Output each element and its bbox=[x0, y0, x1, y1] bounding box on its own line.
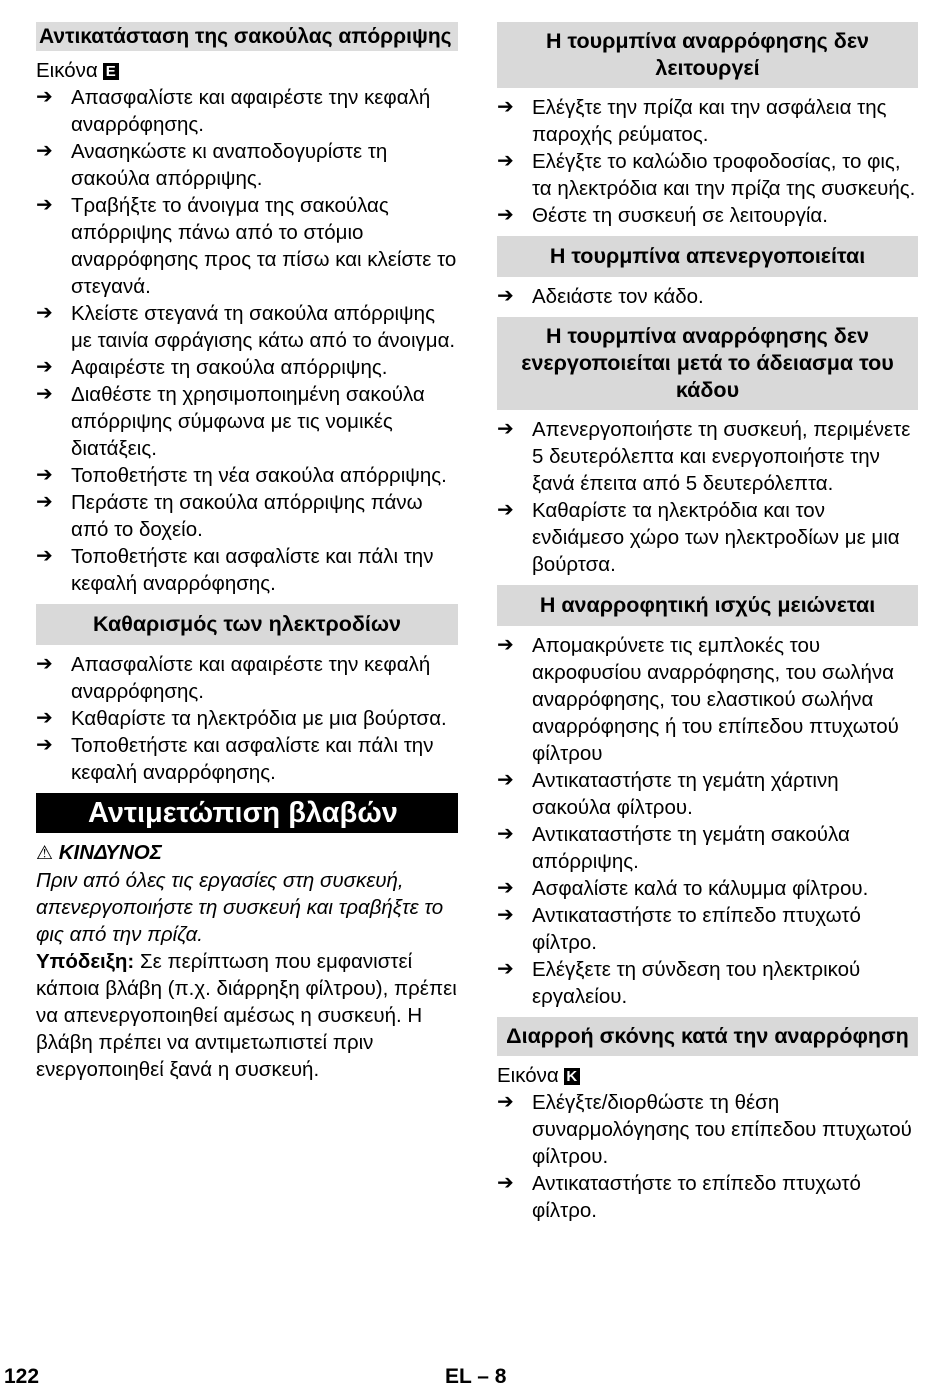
steps-turbine-not-on-after-empty bbox=[497, 416, 918, 578]
arrow-icon: ➔ bbox=[36, 545, 53, 567]
list-item: ➔ Ελέγξτε την πρίζα και την ασφάλεια της παροχής ρεύματος. bbox=[497, 96, 887, 146]
list-item: ➔ Κλείστε στεγανά τη σακούλα απόρριψης με ταινία σφράγισης κάτω από το άνοιγμα. bbox=[36, 302, 456, 352]
list-item: ➔ Ελέγξτε/διορθώστε τη θέση συναρμολόγησης του επίπεδου πτυχωτού φίλτρου. bbox=[497, 1091, 912, 1168]
language-page-label: EL – 8 bbox=[445, 1365, 507, 1388]
arrow-icon: ➔ bbox=[497, 285, 514, 307]
list-item: ➔ Αντικαταστήστε το επίπεδο πτυχωτό φίλτρο. bbox=[497, 904, 861, 954]
steps-turbine-not-working bbox=[497, 94, 918, 229]
list-item: ➔ Ελέγξτε το καλώδιο τροφοδοσίας, το φις, τα ηλεκτρόδια και την πρίζα της συσκευής. bbox=[497, 150, 916, 200]
arrow-icon: ➔ bbox=[36, 302, 53, 324]
arrow-icon: ➔ bbox=[36, 653, 53, 675]
arrow-icon: ➔ bbox=[497, 823, 514, 845]
list-item: ➔ Περάστε τη σακούλα απόρριψης πάνω από το δοχείο. bbox=[36, 491, 423, 541]
arrow-icon: ➔ bbox=[497, 96, 514, 118]
danger-heading bbox=[36, 839, 458, 867]
list-item: ➔ Αντικαταστήστε το επίπεδο πτυχωτό φίλτρο. bbox=[497, 1172, 861, 1222]
chapter-title: Αντιμετώπιση βλαβών bbox=[36, 793, 458, 833]
arrow-icon: ➔ bbox=[497, 769, 514, 791]
list-item: ➔ Ανασηκώστε κι αναποδογυρίστε τη σακούλα απόρριψης. bbox=[36, 140, 388, 190]
section-title-electrode-cleaning: Καθαρισμός των ηλεκτροδίων bbox=[36, 604, 458, 645]
arrow-icon: ➔ bbox=[36, 194, 53, 216]
arrow-icon: ➔ bbox=[497, 634, 514, 656]
arrow-icon: ➔ bbox=[497, 958, 514, 980]
steps-dust-leak bbox=[497, 1089, 918, 1224]
arrow-icon: ➔ bbox=[497, 150, 514, 172]
list-item: ➔ Τοποθετήστε και ασφαλίστε και πάλι την κεφαλή αναρρόφησης. bbox=[36, 734, 434, 784]
list-item: ➔ Διαθέστε τη χρησιμοποιημένη σακούλα απόρριψης σύμφωνα με τις νομικές διατάξεις. bbox=[36, 383, 425, 460]
arrow-icon: ➔ bbox=[497, 499, 514, 521]
arrow-icon: ➔ bbox=[497, 204, 514, 226]
note-paragraph bbox=[36, 948, 458, 1083]
page-number: 122 bbox=[4, 1365, 40, 1388]
arrow-icon: ➔ bbox=[36, 734, 53, 756]
danger-text: Πριν από όλες τις εργασίες στη συσκευή, απενεργοποιήστε τη συσκευή και τραβήξτε το φις από την πρίζα. bbox=[36, 869, 444, 946]
left-column bbox=[36, 22, 458, 1083]
arrow-icon: ➔ bbox=[36, 464, 53, 486]
figure-label: Εικόνα bbox=[36, 59, 98, 82]
list-item: ➔ Ελέγξετε τη σύνδεση του ηλεκτρικού εργαλείου. bbox=[497, 958, 861, 1008]
section-title-dust-leak: Διαρροή σκόνης κατά την αναρρόφηση bbox=[497, 1017, 918, 1056]
note-label: Υπόδειξη: bbox=[36, 950, 135, 973]
arrow-icon: ➔ bbox=[497, 877, 514, 899]
figure-reference bbox=[36, 57, 458, 84]
list-item: ➔ Τοποθετήστε και ασφαλίστε και πάλι την κεφαλή αναρρόφησης. bbox=[36, 545, 434, 595]
list-item: ➔ Αδειάστε τον κάδο. bbox=[497, 285, 704, 308]
arrow-icon: ➔ bbox=[36, 383, 53, 405]
list-item: ➔ Καθαρίστε τα ηλεκτρόδια και τον ενδιάμεσο χώρο των ηλεκτροδίων με μια βούρτσα. bbox=[497, 499, 900, 576]
arrow-icon: ➔ bbox=[36, 707, 53, 729]
list-item: ➔ Τοποθετήστε τη νέα σακούλα απόρριψης. bbox=[36, 464, 447, 487]
danger-label: ΚΙΝΔΥΝΟΣ bbox=[58, 841, 162, 864]
list-item: ➔ Απομακρύνετε τις εμπλοκές του ακροφυσίου αναρρόφησης, του σωλήνα αναρρόφησης, του ελαστικού σωλήνα αναρρόφησης ή του επίπεδου πτυχωτού φίλτρου bbox=[497, 634, 899, 765]
list-item: ➔ Καθαρίστε τα ηλεκτρόδια με μια βούρτσα. bbox=[36, 707, 447, 730]
arrow-icon: ➔ bbox=[497, 1091, 514, 1113]
arrow-icon: ➔ bbox=[36, 356, 53, 378]
arrow-icon: ➔ bbox=[36, 491, 53, 513]
figure-reference bbox=[497, 1062, 918, 1089]
steps-turbine-switches-off bbox=[497, 283, 918, 310]
section-title-suction-power-decreases: Η αναρροφητική ισχύς μειώνεται bbox=[497, 585, 918, 626]
list-item: ➔ Αντικαταστήστε τη γεμάτη χάρτινη σακούλα φίλτρου. bbox=[497, 769, 839, 819]
list-item: ➔ Τραβήξτε το άνοιγμα της σακούλας απόρριψης πάνω από το στόμιο αναρρόφησης προς τα πίσω και κλείστε το στεγανά. bbox=[36, 194, 457, 298]
steps-bag-replacement bbox=[36, 84, 458, 597]
arrow-icon: ➔ bbox=[36, 140, 53, 162]
steps-suction-power-decreases bbox=[497, 632, 918, 1010]
list-item: ➔ Απενεργοποιήστε τη συσκευή, περιμένετε 5 δευτερόλεπτα και ενεργοποιήστε την ξανά έπειτα από 5 δευτερόλεπτα. bbox=[497, 418, 911, 495]
note-text: Σε περίπτωση που εμφανιστεί κάποια βλάβη (π.χ. διάρρηξη φίλτρου), πρέπει να απενεργοποιηθεί αμέσως η συσκευή. Η βλάβη πρέπει να αντιμετωπιστεί πριν ενεργοποιηθεί ξανά η συσκευή. bbox=[36, 950, 457, 1081]
list-item: ➔ Απασφαλίστε και αφαιρέστε την κεφαλή αναρρόφησης. bbox=[36, 86, 431, 136]
arrow-icon: ➔ bbox=[36, 86, 53, 108]
arrow-icon: ➔ bbox=[497, 904, 514, 926]
right-column bbox=[497, 22, 918, 1224]
arrow-icon: ➔ bbox=[497, 1172, 514, 1194]
section-title-turbine-switches-off: Η τουρμπίνα απενεργοποιείται bbox=[497, 236, 918, 277]
figure-label: Εικόνα bbox=[497, 1064, 559, 1087]
section-title-turbine-not-on-after-empty: Η τουρμπίνα αναρρόφησης δεν ενεργοποιείται μετά το άδειασμα του κάδου bbox=[497, 317, 918, 410]
steps-electrode-cleaning bbox=[36, 651, 458, 786]
list-item: ➔ Αντικαταστήστε τη γεμάτη σακούλα απόρριψης. bbox=[497, 823, 850, 873]
list-item: ➔ Απασφαλίστε και αφαιρέστε την κεφαλή αναρρόφησης. bbox=[36, 653, 431, 703]
warning-triangle-icon: ⚠ bbox=[36, 843, 54, 864]
figure-letter: E bbox=[103, 63, 119, 80]
list-item: ➔ Ασφαλίστε καλά το κάλυμμα φίλτρου. bbox=[497, 877, 869, 900]
figure-letter: K bbox=[564, 1068, 580, 1085]
section-title-turbine-not-working: Η τουρμπίνα αναρρόφησης δεν λειτουργεί bbox=[497, 22, 918, 88]
list-item: ➔ Θέστε τη συσκευή σε λειτουργία. bbox=[497, 204, 828, 227]
arrow-icon: ➔ bbox=[497, 418, 514, 440]
list-item: ➔ Αφαιρέστε τη σακούλα απόρριψης. bbox=[36, 356, 388, 379]
section-title-bag-replacement: Αντικατάσταση της σακούλας απόρριψης bbox=[36, 22, 458, 51]
